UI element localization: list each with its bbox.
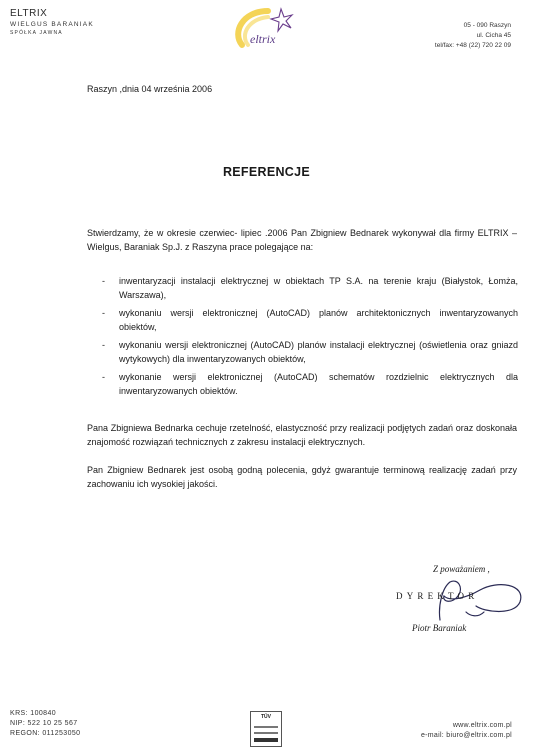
list-item-text: inwentaryzacji instalacji elektrycznej w obiektach TP S.A. na terenie kraju (Białystok, Łomża, Warszawa), <box>119 276 518 300</box>
signer-position: DYREKTOR <box>396 591 479 601</box>
closing-regards: Z poważaniem , <box>433 564 490 574</box>
nip-number: NIP: 522 10 25 567 <box>10 720 78 727</box>
bullet-dash: - <box>102 308 105 318</box>
contact-info <box>421 721 512 741</box>
signer-name: Piotr Baraniak <box>412 623 467 633</box>
list-item <box>100 307 518 334</box>
work-items-list <box>100 275 518 403</box>
list-item-text: wykonaniu wersji elektronicznej (AutoCAD) planów architektonicznych inwentaryzowanych obiektów, <box>119 308 518 332</box>
logo-text: eltrix <box>250 32 276 46</box>
company-address <box>435 21 511 51</box>
recommendation-paragraph: Pan Zbigniew Bednarek jest osobą godną polecenia, gdyż gwarantuje terminową realizację zadań przy zachowaniu ich wysokiej jakości. <box>87 465 517 489</box>
bullet-dash: - <box>102 340 105 350</box>
bullet-dash: - <box>102 276 105 286</box>
list-item-text: wykonanie wersji elektronicznej (AutoCAD) schematów rozdzielnic elektrycznych dla inwentaryzowanych obiektów. <box>119 372 518 396</box>
regon-number: REGON: 011253050 <box>10 730 81 737</box>
company-legal-form: SPÓŁKA JAWNA <box>10 30 63 36</box>
company-name: ELTRIX <box>10 8 48 19</box>
tuv-certificate-badge <box>250 711 282 747</box>
company-header <box>10 8 94 36</box>
list-item <box>100 371 518 398</box>
email-link[interactable]: e-mail: biuro@eltrix.com.pl <box>420 732 512 739</box>
list-item-text: wykonaniu wersji elektronicznej (AutoCAD) planów instalacji elektrycznej (oświetlenia oraz gniazd wytykowych) dla inwentaryzowanych obiektów, <box>119 340 518 364</box>
address-line-1: 05 - 090 Raszyn <box>463 22 511 29</box>
intro-paragraph: Stwierdzamy, że w okresie czerwiec- lipiec .2006 Pan Zbigniew Bednarek wykonywał dla firmy ELTRIX – Wielgus, Baraniak Sp.J. z Raszyna prace polegające na: <box>87 228 517 252</box>
registration-info <box>10 709 80 739</box>
list-item <box>100 339 518 366</box>
krs-number: KRS: 100840 <box>10 710 57 717</box>
phone-fax: tel/fax: +48 (22) 720 22 09 <box>434 42 511 49</box>
address-line-2: ul. Cicha 45 <box>476 32 511 39</box>
company-owners: WIELGUS BARANIAK <box>10 21 94 28</box>
badge-line <box>254 738 278 742</box>
eltrix-logo <box>228 5 306 49</box>
letter-date: Raszyn ,dnia 04 września 2006 <box>87 84 213 94</box>
letter-title: REFERENCJE <box>222 165 311 179</box>
list-item <box>100 275 518 302</box>
evaluation-paragraph: Pana Zbigniewa Bednarka cechuje rzetelność, elastyczność przy realizacji podjętych zadań oraz doskonała znajomość rozwiązań technicznych z zakresu instalacji elektrycznych. <box>87 423 517 447</box>
tuv-label: TÜV <box>261 714 271 720</box>
bullet-dash: - <box>102 372 105 382</box>
website-link[interactable]: www.eltrix.com.pl <box>452 722 512 729</box>
badge-line <box>254 726 278 728</box>
badge-line <box>254 732 278 734</box>
